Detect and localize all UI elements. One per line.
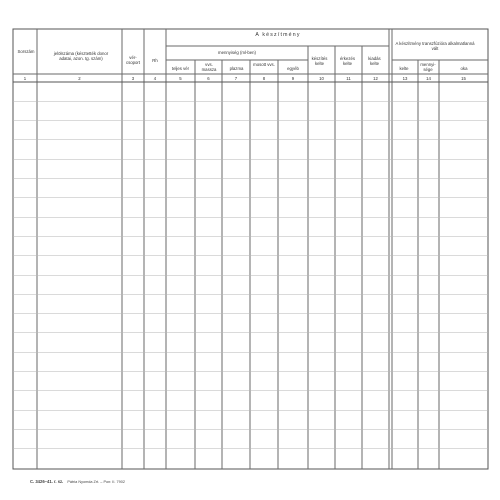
form-outline xyxy=(13,29,488,469)
header-kelte: kelte xyxy=(399,66,409,71)
header-vvs-massza: vvs. massza xyxy=(201,62,217,72)
header-keszites-kelte: készítés kelte xyxy=(311,56,328,66)
form-code: C. 3426–41. r. sz. xyxy=(30,479,64,484)
header-rh: Rh xyxy=(152,58,158,63)
header-erkezes-kelte: érkezés kelte xyxy=(339,56,356,66)
column-number: 12 xyxy=(373,75,378,81)
header-kiadas-kelte: kiadás kelte xyxy=(368,56,381,66)
column-number: 10 xyxy=(319,75,324,81)
transfusion-group-header: A készítmény transzfúzióra alkalmatlanná vált xyxy=(395,41,475,51)
header-mennyisege: mennyi-sége xyxy=(420,62,436,72)
column-number: 4 xyxy=(153,75,157,81)
section-title: A készítmény xyxy=(255,32,301,38)
column-number: 3 xyxy=(131,75,135,81)
column-number: 7 xyxy=(234,75,238,81)
column-number: 1 xyxy=(23,75,27,81)
header-mosott-vvs: mosott vvs. xyxy=(253,62,275,67)
header-vercsoport: vér-csoport xyxy=(125,55,141,65)
header-plazma: plazma xyxy=(229,66,244,71)
column-number: 2 xyxy=(78,75,81,81)
form-footer xyxy=(30,479,125,485)
column-number: 13 xyxy=(402,75,408,81)
header-oka: oka xyxy=(460,66,468,71)
header-jelolszama: jelölszáma (késztették donor adatai, azon. tg. szám) xyxy=(53,51,109,61)
publisher-note: Pátria Nyomda Zrt. – Pon: II. 7902 xyxy=(67,480,125,484)
column-number: 9 xyxy=(291,75,295,81)
column-number: 8 xyxy=(262,75,266,81)
header-egyeb: egyéb xyxy=(287,66,299,71)
header-teljes-ver: teljes vér xyxy=(171,66,190,71)
column-number: 11 xyxy=(346,75,351,81)
quantity-group-header: mennyiség (ml-ben) xyxy=(218,50,256,55)
column-number: 14 xyxy=(426,75,431,81)
column-number: 6 xyxy=(207,75,210,81)
header-sorszam: Sorszám xyxy=(17,49,35,54)
column-number: 15 xyxy=(461,75,466,81)
column-number: 5 xyxy=(179,75,182,81)
